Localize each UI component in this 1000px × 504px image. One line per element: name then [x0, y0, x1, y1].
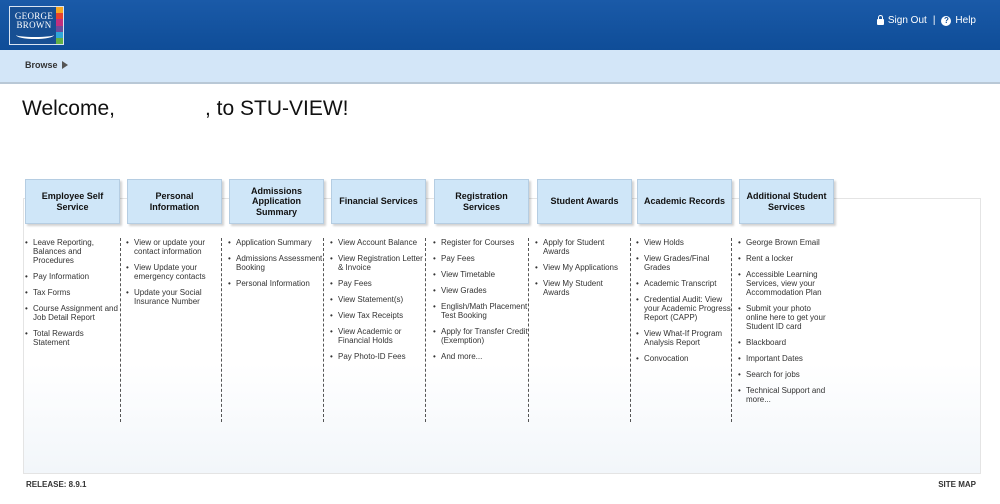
service-link[interactable]: • Register for Courses [431, 238, 528, 247]
column-link-list [328, 238, 426, 422]
browse-bar [0, 50, 1000, 84]
george-brown-logo[interactable] [9, 6, 64, 45]
lock-icon [877, 19, 884, 25]
service-link[interactable]: • Pay Photo-ID Fees [328, 352, 425, 361]
service-link[interactable]: • Total Rewards Statement [23, 329, 120, 347]
service-link[interactable]: • View Grades/Final Grades [634, 254, 731, 272]
column-header[interactable]: Additional Student Services [739, 179, 834, 224]
column-link-list [431, 238, 529, 422]
logo-color-stripes [56, 7, 63, 44]
service-link[interactable]: • Pay Fees [431, 254, 528, 263]
column-link-list [226, 238, 324, 422]
service-link[interactable]: • Leave Reporting, Balances and Procedures [23, 238, 120, 265]
service-link[interactable]: • Tax Forms [23, 288, 120, 297]
help-link[interactable] [941, 15, 976, 26]
service-link[interactable]: • View Tax Receipts [328, 311, 425, 320]
service-link[interactable]: • Accessible Learning Services, view your Accommodation Plan [736, 270, 834, 297]
welcome-suffix: , to STU-VIEW! [204, 97, 349, 120]
service-link[interactable]: • View My Applications [533, 263, 630, 272]
service-link[interactable]: • Credential Audit: View your Academic Progress Report (CAPP) [634, 295, 731, 322]
service-link[interactable]: • View Update your emergency contacts [124, 263, 221, 281]
site-map-link[interactable]: SITE MAP [938, 480, 976, 489]
service-link[interactable]: • View Registration Letter & Invoice [328, 254, 425, 272]
column-link-list [124, 238, 222, 422]
help-icon: ? [941, 16, 951, 26]
column-link-list [533, 238, 631, 422]
column-header[interactable]: Registration Services [434, 179, 529, 224]
play-arrow-icon [62, 61, 68, 69]
service-link[interactable]: • Apply for Student Awards [533, 238, 630, 256]
service-link[interactable]: • And more... [431, 352, 528, 361]
service-link[interactable]: • View or update your contact information [124, 238, 221, 256]
service-link[interactable]: • Personal Information [226, 279, 323, 288]
top-header [0, 0, 1000, 50]
service-link[interactable]: • Academic Transcript [634, 279, 731, 288]
service-link[interactable]: • Search for jobs [736, 370, 834, 379]
browse-menu[interactable] [25, 60, 68, 70]
service-link[interactable]: • Technical Support and more... [736, 386, 834, 404]
service-link[interactable]: • View Holds [634, 238, 731, 247]
header-link-separator: | [932, 15, 936, 26]
column-header[interactable]: Employee Self Service [25, 179, 120, 224]
column-header[interactable]: Personal Information [127, 179, 222, 224]
sign-out-link[interactable] [877, 15, 927, 26]
service-link[interactable]: • View Grades [431, 286, 528, 295]
sign-out-label: Sign Out [887, 15, 927, 26]
service-link[interactable]: • Update your Social Insurance Number [124, 288, 221, 306]
welcome-prefix: Welcome, [22, 97, 115, 120]
column-link-list [736, 238, 834, 422]
column-header[interactable]: Academic Records [637, 179, 732, 224]
service-link[interactable]: • View What-If Program Analysis Report [634, 329, 731, 347]
service-link[interactable]: • View Statement(s) [328, 295, 425, 304]
service-link[interactable]: • Pay Information [23, 272, 120, 281]
service-link[interactable]: • Course Assignment and Job Detail Report [23, 304, 120, 322]
service-link[interactable]: • Rent a locker [736, 254, 834, 263]
column-link-list [634, 238, 732, 422]
logo-stripe [56, 38, 63, 44]
logo-swoosh [16, 31, 54, 39]
service-link[interactable]: • George Brown Email [736, 238, 834, 247]
browse-label: Browse [25, 60, 58, 70]
service-link[interactable]: • Blackboard [736, 338, 834, 347]
help-label: Help [955, 15, 976, 26]
service-link[interactable]: • Application Summary [226, 238, 323, 247]
service-link[interactable]: • View Account Balance [328, 238, 425, 247]
service-link[interactable]: • Convocation [634, 354, 731, 363]
service-link[interactable]: • View My Student Awards [533, 279, 630, 297]
column-header[interactable]: Financial Services [331, 179, 426, 224]
service-link[interactable]: • View Academic or Financial Holds [328, 327, 425, 345]
service-link[interactable]: • Admissions Assessment Booking [226, 254, 323, 272]
column-header[interactable]: Admissions Application Summary [229, 179, 324, 224]
service-link[interactable]: • English/Math Placement Test Booking [431, 302, 528, 320]
welcome-heading [22, 97, 349, 121]
column-link-list [23, 238, 121, 422]
column-header[interactable]: Student Awards [537, 179, 632, 224]
release-version: RELEASE: 8.9.1 [26, 480, 87, 489]
service-link[interactable]: • View Timetable [431, 270, 528, 279]
service-link[interactable]: • Apply for Transfer Credit (Exemption) [431, 327, 528, 345]
service-link[interactable]: • Important Dates [736, 354, 834, 363]
service-link[interactable]: • Pay Fees [328, 279, 425, 288]
service-link[interactable]: • Submit your photo online here to get your Student ID card [736, 304, 834, 331]
logo-text: GEORGE BROWN [14, 11, 54, 30]
header-links [877, 15, 976, 26]
